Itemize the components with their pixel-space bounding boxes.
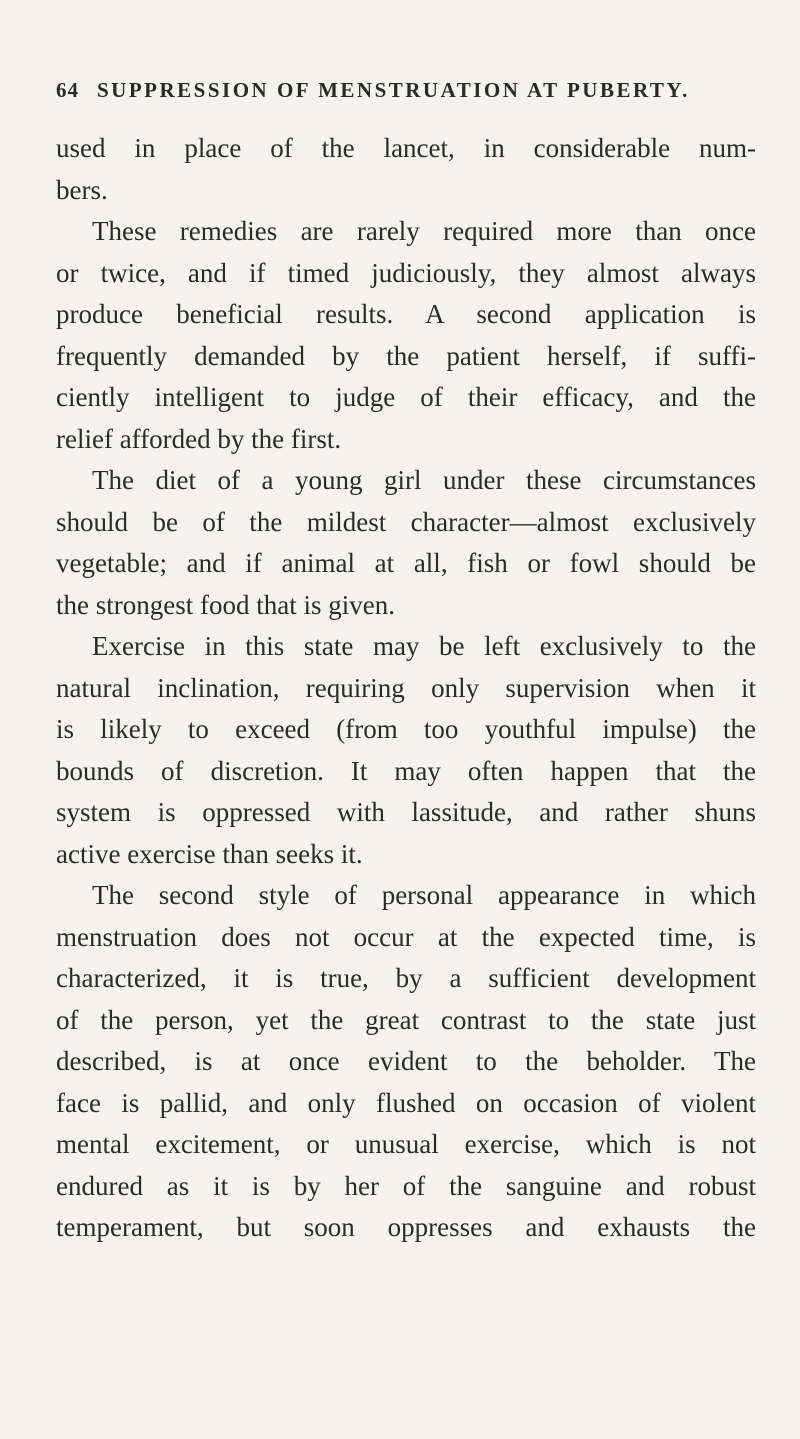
text-line: Exercise in this state may be left exclusively to the xyxy=(92,631,756,661)
text-line: used in place of the lancet, in considerable num- xyxy=(56,133,756,163)
book-page xyxy=(56,78,756,1249)
text-line: ciently intelligent to judge of their efficacy, and the xyxy=(56,382,756,412)
text-line: face is pallid, and only flushed on occasion of violent xyxy=(56,1087,756,1118)
running-header xyxy=(56,78,756,108)
page-number: 64 xyxy=(56,78,79,102)
text-line: vegetable; and if animal at all, fish or fowl should be xyxy=(56,548,756,578)
text-line: characterized, it is true, by a sufficient development xyxy=(56,963,756,993)
text-line: is likely to exceed (from too youthful impulse) the xyxy=(56,714,756,744)
body-text xyxy=(56,128,756,1249)
text-line: endured as it is by her of the sanguine and robust xyxy=(56,1170,756,1201)
text-line: These remedies are rarely required more than once xyxy=(92,216,756,246)
text-line: frequently demanded by the patient herself, if suffi- xyxy=(56,340,756,371)
text-line: of the person, yet the great contrast to the state just xyxy=(56,1004,756,1035)
text-line: mental excitement, or unusual exercise, which is not xyxy=(56,1129,756,1159)
text-line: temperament, but soon oppresses and exhausts the xyxy=(56,1212,756,1242)
text-line: The diet of a young girl under these circumstances xyxy=(92,465,756,495)
text-line: system is oppressed with lassitude, and rather shuns xyxy=(56,797,756,827)
text-line: bers. xyxy=(56,174,108,205)
text-line: described, is at once evident to the beholder. The xyxy=(56,1046,756,1076)
text-line: or twice, and if timed judiciously, they almost always xyxy=(56,257,756,288)
text-line: the strongest food that is given. xyxy=(56,589,395,620)
text-line: natural inclination, requiring only supervision when it xyxy=(56,672,756,703)
running-title: SUPPRESSION OF MENSTRUATION AT PUBERTY. xyxy=(97,78,690,102)
text-line: should be of the mildest character—almost exclusively xyxy=(56,506,756,537)
text-line: The second style of personal appearance in which xyxy=(92,880,756,910)
text-line: relief afforded by the first. xyxy=(56,423,342,454)
text-line: menstruation does not occur at the expected time, is xyxy=(56,921,756,952)
text-line: produce beneficial results. A second application is xyxy=(56,299,756,329)
text-line: active exercise than seeks it. xyxy=(56,838,363,869)
text-line: bounds of discretion. It may often happen that the xyxy=(56,755,756,786)
